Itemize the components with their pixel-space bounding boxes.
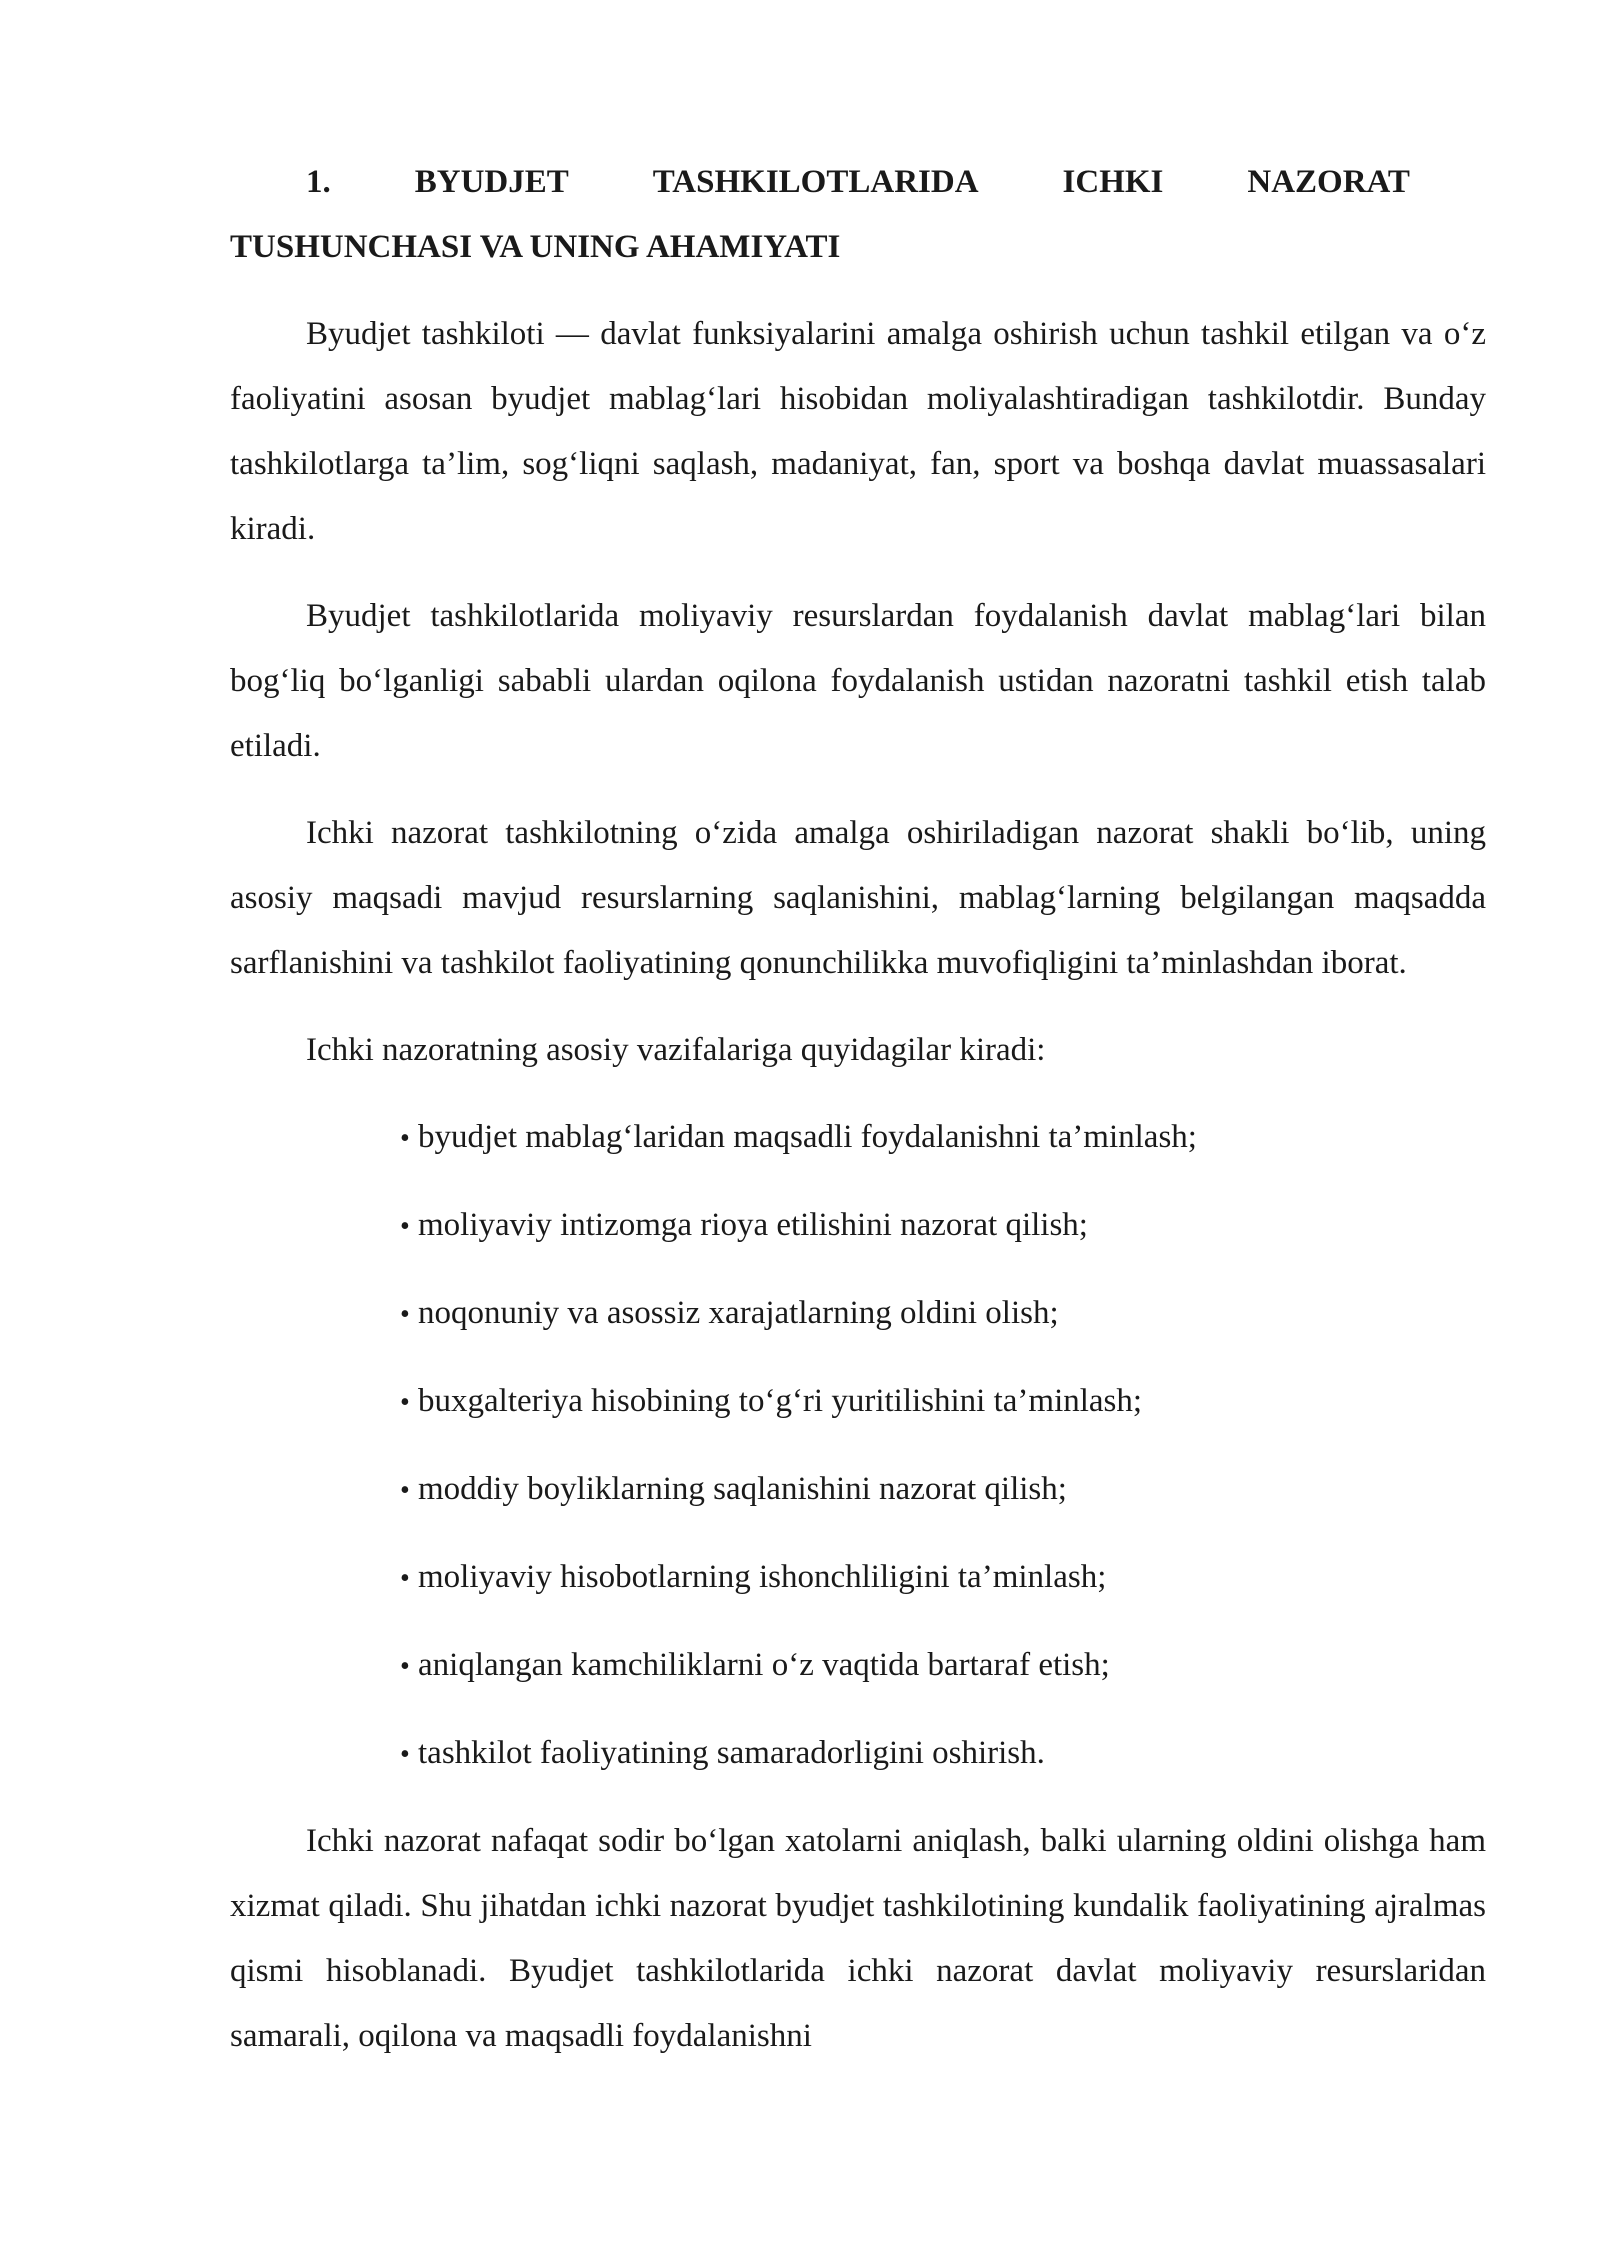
heading-word: NAZORAT	[1247, 164, 1410, 200]
paragraph-tasks-intro: Ichki nazoratning asosiy vazifalariga quyidagilar kiradi:	[306, 1032, 1046, 1068]
list-item-text: byudjet mablag‘laridan maqsadli foydalanishni ta’minlash;	[418, 1119, 1197, 1155]
section-heading-line2: TUSHUNCHASI VA UNING AHAMIYATI	[230, 229, 841, 265]
paragraph-closing: Ichki nazorat nafaqat sodir bo‘lgan xatolarni aniqlash, balki ularning oldini olishga ham xizmat qiladi. Shu jihatdan ichki nazorat byudjet tashkilotining kundalik faoliyatining ajralmas qismi hisoblanadi. Byudjet tashkilotlarida ichki nazorat davlat moliyaviy resurslaridan samarali, oqilona va maqsadli foydalanishni	[230, 1823, 1486, 2054]
list-item-text: moddiy boyliklarning saqlanishini nazorat qilish;	[418, 1471, 1067, 1507]
list-item	[230, 1721, 1486, 1787]
document-body	[230, 150, 1486, 2091]
bullet-icon: •	[400, 1563, 410, 1594]
list-item	[230, 1369, 1486, 1435]
list-item-text: buxgalteriya hisobining to‘g‘ri yuritilishini ta’minlash;	[418, 1383, 1143, 1419]
section-heading	[230, 150, 1486, 280]
list-item	[230, 1457, 1486, 1523]
tasks-list	[230, 1105, 1486, 1787]
heading-word: ICHKI	[1062, 164, 1164, 200]
list-item	[230, 1193, 1486, 1259]
list-item	[230, 1281, 1486, 1347]
list-item-text: tashkilot faoliyatining samaradorligini oshirish.	[418, 1735, 1045, 1771]
paragraph-definition: Byudjet tashkiloti — davlat funksiyalarini amalga oshirish uchun tashkil etilgan va o‘z faoliyatini asosan byudjet mablag‘lari hisobidan moliyalashtiradigan tashkilotdir. Bunday tashkilotlarga ta’lim, sog‘liqni saqlash, madaniyat, fan, sport va boshqa davlat muassasalari kiradi.	[230, 316, 1486, 547]
bullet-icon: •	[400, 1211, 410, 1242]
list-item	[230, 1633, 1486, 1699]
heading-word: TASHKILOTLARIDA	[652, 164, 979, 200]
list-item	[230, 1545, 1486, 1611]
bullet-icon: •	[400, 1123, 410, 1154]
section-number: 1.	[306, 164, 331, 200]
list-item-text: aniqlangan kamchiliklarni o‘z vaqtida bartaraf etish;	[418, 1647, 1110, 1683]
list-item-text: moliyaviy intizomga rioya etilishini nazorat qilish;	[418, 1207, 1088, 1243]
paragraph-resources: Byudjet tashkilotlarida moliyaviy resurslardan foydalanish davlat mablag‘lari bilan bog‘liq bo‘lganligi sababli ulardan oqilona foydalanish ustidan nazoratni tashkil etish talab etiladi.	[230, 598, 1486, 764]
section-heading-line1	[154, 150, 1410, 215]
bullet-icon: •	[400, 1387, 410, 1418]
bullet-icon: •	[400, 1299, 410, 1330]
paragraph-internal-control: Ichki nazorat tashkilotning o‘zida amalga oshiriladigan nazorat shakli bo‘lib, uning asosiy maqsadi mavjud resurslarning saqlanishini, mablag‘larning belgilangan maqsadda sarflanishini va tashkilot faoliyatining qonunchilikka muvofiqligini ta’minlashdan iborat.	[230, 815, 1486, 981]
list-item-text: moliyaviy hisobotlarning ishonchliligini ta’minlash;	[418, 1559, 1107, 1595]
list-item	[230, 1105, 1486, 1171]
bullet-icon: •	[400, 1739, 410, 1770]
bullet-icon: •	[400, 1651, 410, 1682]
bullet-icon: •	[400, 1475, 410, 1506]
heading-word: BYUDJET	[414, 164, 569, 200]
list-item-text: noqonuniy va asossiz xarajatlarning oldini olish;	[418, 1295, 1059, 1331]
